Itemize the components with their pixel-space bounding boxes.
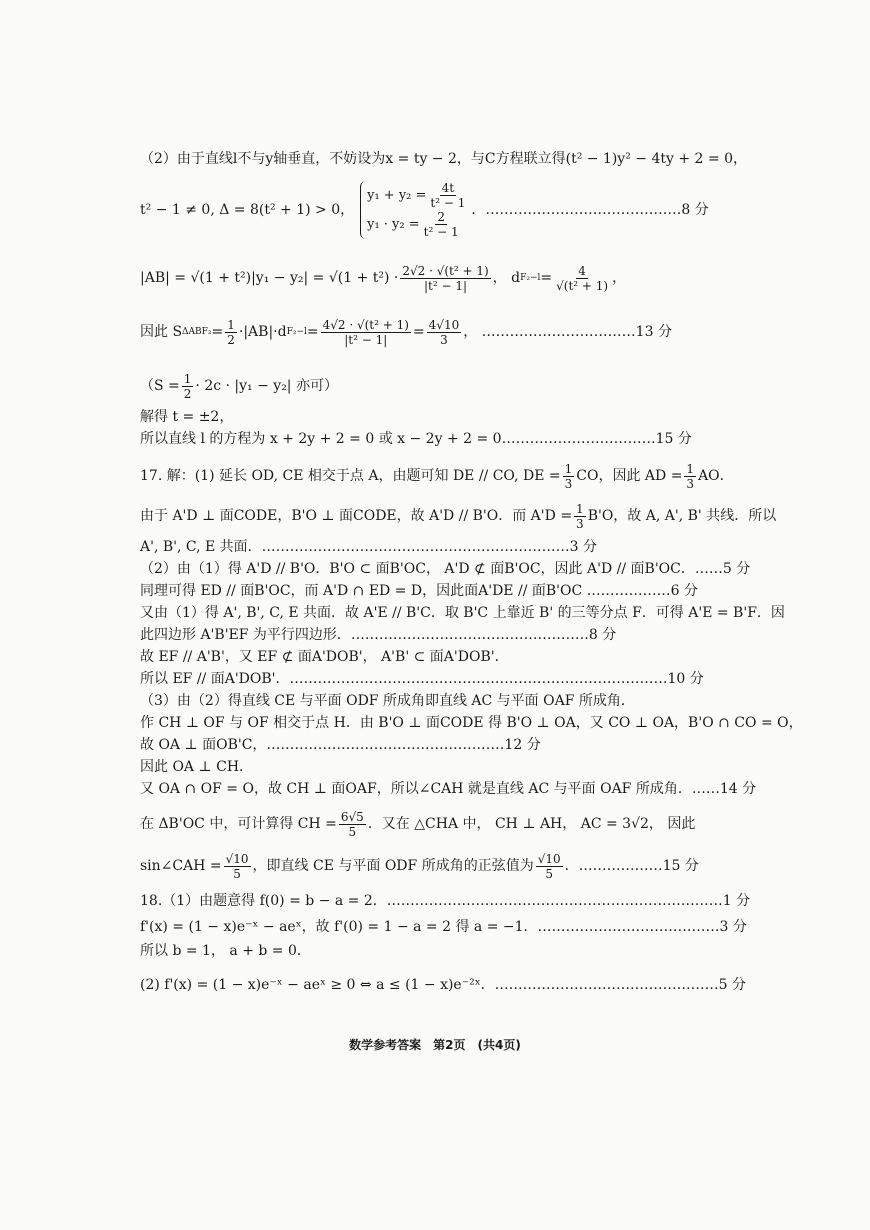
alt-area-label: （S =	[140, 378, 180, 394]
numerator: √10	[537, 851, 561, 866]
line-p2-g: 所以直线 l 的方程为 x + 2y + 2 = 0 或 x − 2y + 2 = 0……………………………15 分	[140, 431, 692, 447]
fraction-half	[182, 372, 194, 401]
line-q17-b	[140, 498, 777, 534]
numerator: 6√5	[340, 809, 364, 824]
fraction-third	[574, 502, 586, 531]
fraction	[536, 852, 563, 881]
numerator: 4√2 · √(t² + 1)	[322, 317, 409, 332]
fraction	[224, 852, 251, 881]
numerator: 4t	[441, 181, 455, 195]
q17-p-mid: ，即直线 CE 与平面 ODF 所成角的正弦值为	[252, 858, 534, 874]
sys1-left: y₁ + y₂ =	[367, 187, 427, 203]
numerator: 1	[686, 461, 695, 476]
line-q17-i: 所以 EF // 面A'DOB'．………………………………………………………………………10 分	[140, 671, 704, 687]
line-p2-e	[140, 368, 740, 404]
numerator: 1	[576, 501, 584, 516]
q17-end: AO．	[698, 468, 734, 484]
line-q17-g: 此四边形 A'B'EF 为平行四边形．……………………………………………8 分	[140, 627, 617, 643]
q17-o-start: 在 ΔB'OC 中，可计算得 CH =	[140, 816, 337, 832]
sine-label: sin∠CAH =	[140, 858, 222, 874]
area-subscript: ΔABF₂	[182, 327, 212, 337]
equals: =	[540, 270, 553, 286]
fraction	[339, 810, 366, 839]
score-8: ．……………………………………8 分	[471, 202, 709, 218]
comma: ，	[612, 270, 627, 286]
line-q17-o	[140, 806, 740, 842]
denominator: 2	[227, 332, 235, 347]
line-q17-k: 作 CH ⊥ OF 与 OF 相交于点 H．由 B'O ⊥ 面CODE 得 B'O ⊥ OA，又 CO ⊥ OA，B'O ∩ CO = O，	[140, 715, 803, 731]
line-q17-h: 故 EF // A'B'，又 EF ⊄ 面A'DOB'， A'B' ⊂ 面A'DOB'．	[140, 649, 509, 665]
line-q17-a	[140, 458, 740, 494]
numerator: 4	[578, 263, 586, 278]
line-p2-b	[140, 178, 740, 242]
line-p2-f: 解得 t = ±2，	[140, 409, 234, 425]
ab-length: |AB| = √(1 + t²)|y₁ − y₂| = √(1 + t²) ·	[140, 270, 399, 286]
line-q17-f: 又由（1）得 A', B', C, E 共面．故 A'E // B'C．取 B'C 上靠近 B' 的三等分点 F．可得 A'E = B'F．因	[140, 605, 785, 621]
denominator: 3	[440, 332, 448, 347]
line-q17-j: （3）由（2）得直线 CE 与平面 ODF 所成角即直线 AC 与平面 OAF 所成角．	[140, 693, 635, 709]
line-q18-d: (2) f'(x) = (1 − x)e⁻ˣ − aeˣ ≥ 0 ⇔ a ≤ (1 − x)e⁻²ˣ．…………………………………………5 分	[140, 977, 747, 993]
equals: =	[412, 324, 425, 340]
fraction	[321, 318, 411, 347]
denominator: t² − 1	[430, 196, 466, 210]
equals: =	[306, 324, 319, 340]
score-15: ．………………15 分	[564, 858, 699, 874]
numerator: 4√10	[428, 317, 460, 332]
numerator: √10	[225, 851, 249, 866]
fraction-third	[563, 462, 575, 491]
q17-o-end: ．又在 △CHA 中， CH ⊥ AH， AC = 3√2， 因此	[367, 816, 696, 832]
denominator: 3	[686, 476, 695, 491]
line-q18-c: 所以 b = 1， a + b = 0．	[140, 943, 311, 959]
denominator: 5	[348, 824, 357, 839]
denominator: √(t² + 1)	[556, 278, 609, 293]
numerator: 2√2 · √(t² + 1)	[402, 263, 489, 278]
fraction	[400, 264, 490, 293]
line-q17-p	[140, 848, 740, 884]
area-label: 因此 S	[140, 324, 183, 340]
line-q18-b: f'(x) = (1 − x)e⁻ˣ − aeˣ，故 f'(0) = 1 − a = 2 得 a = −1．…………………………………3 分	[140, 919, 747, 935]
line-q17-c: A', B', C, E 共面．…………………………………………………………3 分	[140, 539, 598, 555]
denominator: t² − 1	[423, 225, 459, 239]
numerator: 1	[183, 371, 192, 386]
line-q17-l: 故 OA ⊥ 面OB'C，……………………………………………12 分	[140, 737, 541, 753]
alt-area-term: · 2c · |y₁ − y₂| 亦可）	[195, 378, 338, 394]
line-p2-d	[140, 312, 740, 352]
q17-b-start: 由于 A'D ⊥ 面CODE，B'O ⊥ 面CODE，故 A'D // B'O．而 A'D =	[140, 508, 573, 524]
denominator: |t² − 1|	[423, 278, 468, 293]
page-footer: 数学参考答案 第2页 (共4页)	[349, 1038, 521, 1052]
fraction-half	[225, 318, 237, 347]
denominator: |t² − 1|	[344, 332, 388, 347]
sys2-left: y₁ · y₂ =	[367, 216, 420, 232]
p2-b-prefix: t² − 1 ≠ 0, Δ = 8(t² + 1) > 0，	[140, 202, 355, 218]
denominator: 5	[233, 866, 241, 881]
line-q17-e: 同理可得 ED // 面B'OC，而 A'D ∩ ED = D，因此面A'DE // 面B'OC ………………6 分	[140, 583, 698, 599]
q17-b-end: B'O，故 A, A', B' 共线．所以	[587, 508, 777, 524]
distance-subscript: F₂−l	[286, 327, 307, 337]
denominator: 5	[545, 866, 553, 881]
denominator: 3	[564, 476, 573, 491]
fraction-third	[684, 462, 696, 491]
fraction	[422, 210, 461, 239]
distance-subscript: F₂−l	[520, 273, 541, 283]
equation-system	[360, 181, 469, 239]
q17-intro: 17. 解：(1) 延长 OD, CE 相交于点 A，由题可知 DE // CO, DE =	[140, 468, 561, 484]
fraction	[428, 181, 467, 210]
area-term: ·|AB|·d	[238, 324, 287, 340]
score-13: ， ……………………………13 分	[463, 324, 672, 340]
line-p2-c	[140, 258, 740, 298]
denominator: 3	[576, 516, 584, 531]
line-q18-a: 18.（1）由题意得 f(0) = b − a = 2．………………………………………………………………1 分	[140, 893, 751, 909]
line-q17-m: 因此 OA ⊥ CH．	[140, 759, 254, 775]
distance-label: ， d	[492, 270, 521, 286]
fraction	[554, 264, 610, 293]
line-q17-n: 又 OA ∩ OF = O，故 CH ⊥ 面OAF，所以∠CAH 就是直线 AC 与平面 OAF 所成角．……14 分	[140, 781, 757, 797]
fraction	[427, 318, 462, 347]
numerator: 2	[437, 210, 445, 224]
numerator: 1	[227, 317, 235, 332]
equals: =	[211, 324, 224, 340]
line-q17-d: （2）由（1）得 A'D // B'O．B'O ⊂ 面B'OC， A'D ⊄ 面B'OC，因此 A'D // 面B'OC．……5 分	[140, 561, 751, 577]
line-p2-a: （2）由于直线l不与y轴垂直，不妨设为x = ty − 2，与C方程联立得(t² − 1)y² − 4ty + 2 = 0，	[140, 151, 747, 167]
denominator: 2	[183, 386, 192, 401]
numerator: 1	[564, 461, 573, 476]
q17-mid: CO，因此 AD =	[576, 468, 683, 484]
